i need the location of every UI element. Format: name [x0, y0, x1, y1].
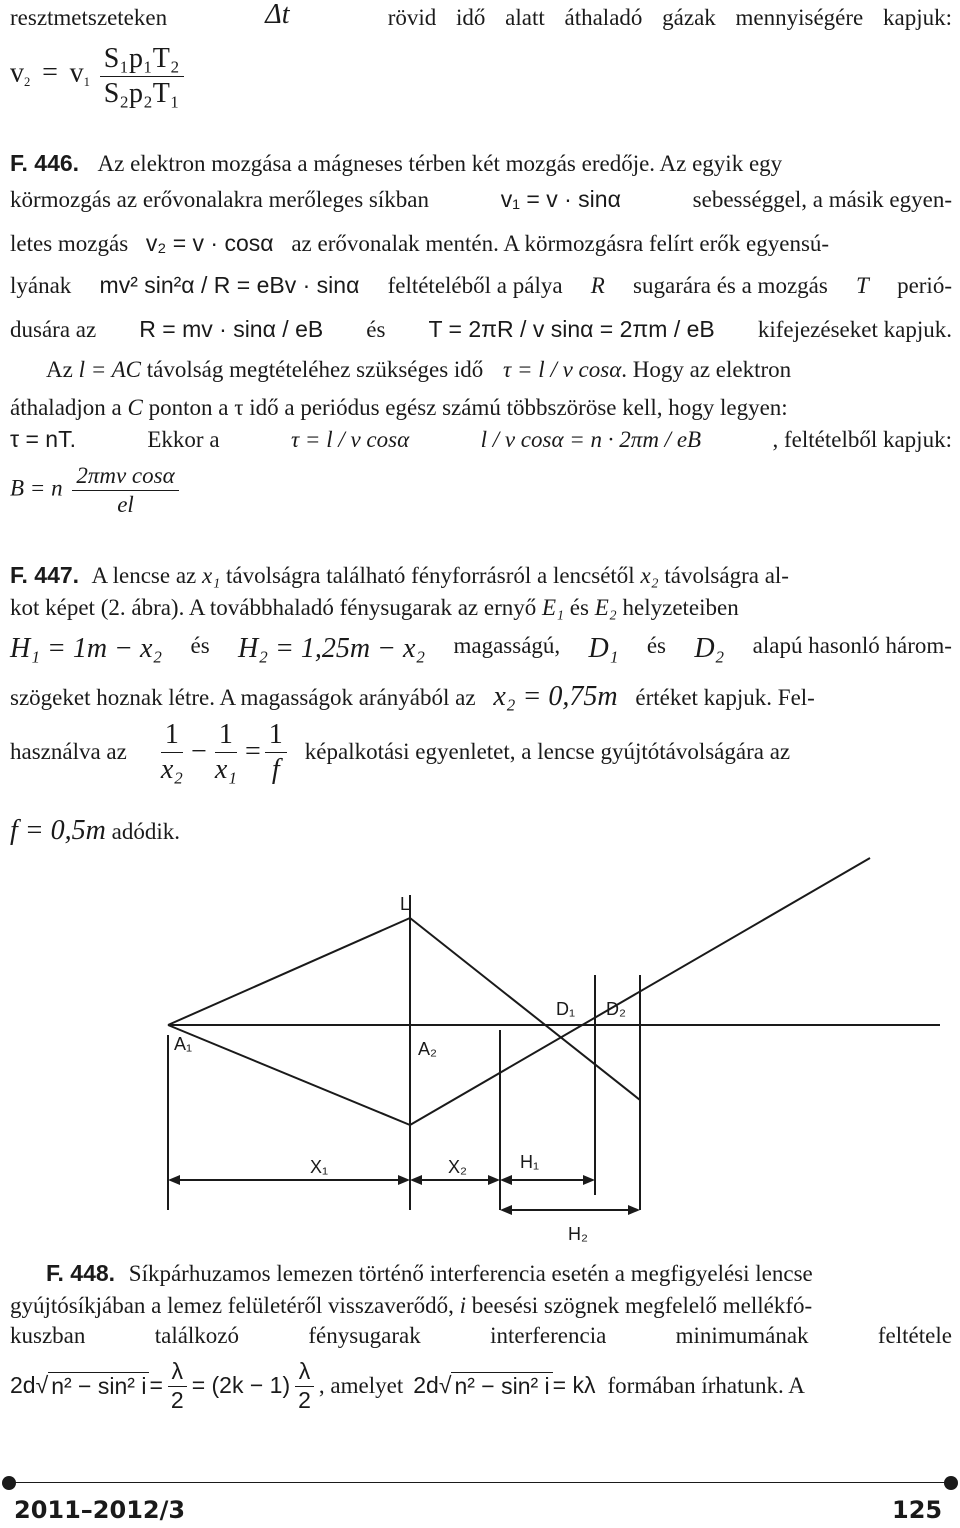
- ray-upper-left: [168, 918, 410, 1025]
- problem-label: F. 448.: [46, 1260, 116, 1286]
- paragraph-line: körmozgás az erővonalakra merőleges síkban v₁ = v · sinα sebességgel, a másik egyen-: [10, 186, 952, 212]
- label-H1: H₁: [520, 1152, 540, 1172]
- paragraph-line: f = 0,5m adódik.: [10, 815, 181, 846]
- problem-label: F. 446.: [10, 150, 80, 176]
- page-number: 125: [892, 1496, 943, 1524]
- text: resztmetszeteken: [10, 5, 168, 30]
- paragraph-line: [10, 0, 952, 32]
- paragraph-line: szögeket hoznak létre. A magasságok arányából az x₂ = 0,75m értéket kapjuk. Fel-: [10, 681, 815, 712]
- paragraph-line: használva az $\frac{1}{\text{x₂}}$ − $\frac{1}{\text{x₁}}$ = $\frac{1}{f}$ képalkotási egyenletet, a lencse gyújtótávolságára az: [10, 719, 791, 785]
- paragraph-line: áthaladjon a C ponton a τ idő a periódus egész számú többszöröse kell, hogy legyen:: [10, 395, 788, 420]
- equation-v2: $v_2 = v_1$ $\frac{\text{S₁p₁T₂}}{\text{S₂p₂T₁}}$: [10, 42, 188, 110]
- paragraph-line: F. 448. Síkpárhuzamos lemezen történő interferencia esetén a megfigyelési lencse: [46, 1260, 813, 1286]
- delta-t: Δt: [265, 0, 290, 30]
- paragraph-line: gyújtósíkjában a lemez felületéről visszaverődő, i beesési szögnek megfelelő mellékfó-: [10, 1293, 813, 1318]
- paragraph-line: F. 447. A lencse az x₁ távolságra található fényforrásról a lencsétől x₂ távolságra al-: [10, 562, 789, 588]
- paragraph-line: kot képet (2. ábra). A továbbhaladó fénysugarak az ernyő E₁ és E₂ helyzeteiben: [10, 595, 739, 620]
- footer-dot: [2, 1476, 16, 1490]
- paragraph-line: τ = nT. Ekkor a τ = l / v cosα l / v cosα = n · 2πm / eB , feltételből kapjuk:: [10, 426, 952, 452]
- footer-dot: [944, 1476, 958, 1490]
- ray-lower-left: [168, 1025, 410, 1125]
- paragraph-line: letes mozgás v₂ = v · cosα az erővonalak mentén. A körmozgásra felírt erők egyensú-: [10, 230, 830, 256]
- paragraph-line: H₁ = 1m − x₂ és H₂ = 1,25m − x₂ magasságú, D₁ és D₂ alapú hasonló három-: [10, 633, 952, 664]
- fraction: $\frac{\text{S₁p₁T₂}}{\text{S₂p₂T₁}}$: [100, 42, 184, 110]
- lens-diagram: [0, 850, 960, 1250]
- equation-B: B = n $\frac{\text{2πmv cosα}}{el}$: [10, 462, 183, 518]
- label-D2: D₂: [606, 999, 626, 1019]
- paragraph-line: Az l = AC távolság megtételéhez szükséges idő τ = l / v cosα. Hogy az elektron: [46, 357, 792, 382]
- label-L: L: [400, 894, 411, 914]
- label-X1: X₁: [310, 1157, 329, 1177]
- label-A2: A₂: [418, 1039, 437, 1059]
- paragraph-line: 2d √ n² − sin² i = $\frac{\lambda}{2}$ = (2k − 1) $\frac{\lambda}{2}$ , amelyet 2d √ n² − sin² i = kλ formában írhatunk. A: [10, 1358, 805, 1413]
- paragraph-line: lyának mv² sin²α / R = eBv · sinα feltételéből a pálya R sugarára és a mozgás T perió-: [10, 272, 952, 298]
- label-D1: D₁: [556, 999, 576, 1019]
- paragraph-line: F. 446. Az elektron mozgása a mágneses térben két mozgás eredője. Az egyik egy: [10, 150, 783, 176]
- label-X2: X₂: [448, 1157, 467, 1177]
- label-H2: H₂: [568, 1224, 588, 1244]
- label-A1: A₁: [174, 1034, 193, 1054]
- text: rövid idő alatt áthaladó gázak mennyiségére kapjuk:: [387, 5, 952, 30]
- paragraph-line: kuszban találkozó fénysugarak interferencia minimumának feltétele: [10, 1323, 952, 1348]
- issue-number: 2011–2012/3: [14, 1496, 186, 1524]
- paragraph-line: dusára az R = mv · sinα / eB és T = 2πR / v sinα = 2πm / eB kifejezéseket kapjuk.: [10, 316, 952, 342]
- problem-label: F. 447.: [10, 562, 80, 588]
- footer-rule: [10, 1482, 952, 1483]
